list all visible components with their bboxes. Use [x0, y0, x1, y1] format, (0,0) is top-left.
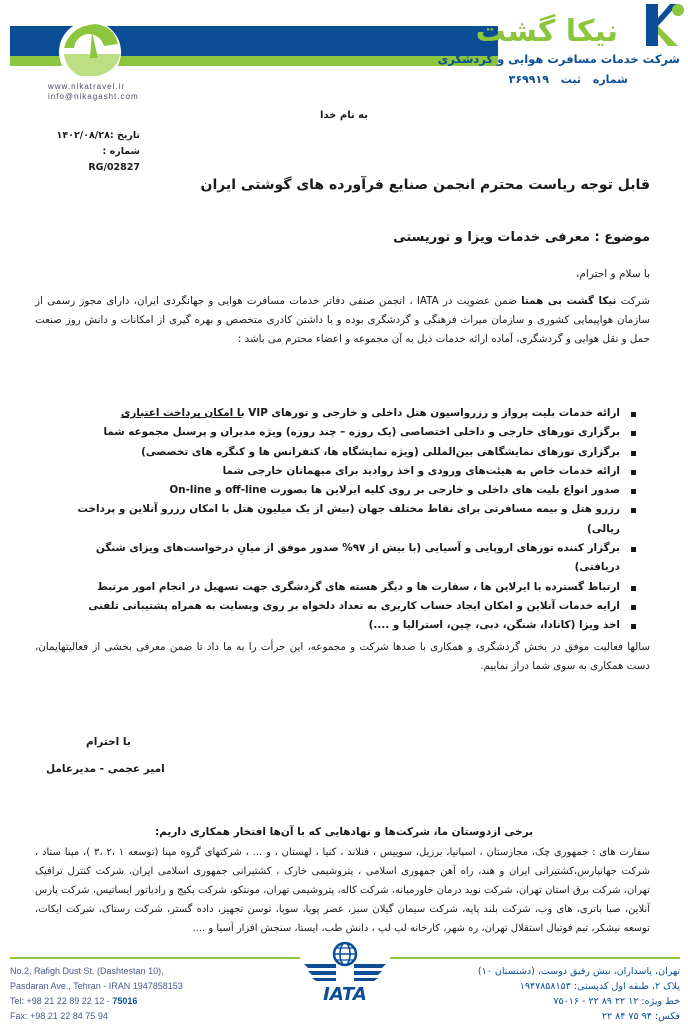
brand-name: نیکا گشت — [475, 14, 618, 49]
invocation: به نام خدا — [319, 110, 369, 121]
company-name: نیکا گشت بی همتا — [521, 295, 617, 307]
footer-divider-left — [10, 957, 300, 959]
globe-logo-icon — [40, 18, 140, 76]
service-item: اخذ ویزا (کانادا، شنگن، دبی، چین، استرالیا و ....) — [58, 616, 638, 635]
website-link[interactable]: www.nikatravel.ir — [48, 82, 126, 91]
service-item: صدور انواع بلیت های داخلی و خارجی بر روی کلیه ایرلاین ها بصورت off-line و On-line — [58, 481, 638, 500]
signer: امیر عجمی - مدیرعامل — [46, 763, 165, 775]
letter-number: شماره : RG/02827 — [88, 146, 140, 173]
service-item: ارتباط گسترده با ایرلاین ها ، سفارت ها و دیگر هسته های گردشگری جهت تسهیل در انجام امور مرتبط — [58, 578, 638, 597]
registration-number: شماره ثبت ۳۶۹۹۱۹ — [508, 73, 628, 86]
footer-divider-right — [390, 957, 680, 959]
email-link[interactable]: info@nikagasht.com — [48, 92, 139, 101]
service-item: برگزار کننده تورهای اروپایی و آسیایی (با بیش از ۹۷% صدور موفق از میانِ درخواست‌های ویزای شنگن دریافتی) — [58, 539, 638, 578]
address-persian: تهران، پاسداران، نبش رفیق دوست، (دشتستان ۱۰) پلاک ۲، طبقه اول کدپستی: ۱۹۴۷۸۵۸۱۵۳ خط ویژه: ۱۲ ۲۲ ۸۹ ۲۲ - ۷۵۰۱۶ فکس: ۹۴ ۷۵ ۸۴ ۲۲ — [477, 966, 680, 1022]
credit-payment-note: با امکان پرداخت اعتباری — [120, 407, 245, 419]
iata-wordmark: IATA — [323, 984, 367, 1002]
contact-web — [48, 82, 139, 102]
intro-prefix: شرکت — [616, 295, 650, 307]
tel-extension: 75016 — [112, 996, 138, 1006]
addressee: قابل توجه ریاست محترم انجمن صنایع فرآورده های گوشتی ایران — [200, 177, 650, 193]
brand-k-logo-icon — [642, 2, 684, 48]
intro-paragraph — [35, 292, 650, 349]
services-list — [58, 404, 638, 636]
address-english: No.2, Rafigh Dust St. (Dashtestan 10), Pasdaran Ave., Tehran - IRAN 1947858153 Tel: +98 21 22 89 22 12 - 75016 Fax: +98 21 22 84 75 94 — [10, 966, 183, 1021]
service-item: برگزاری تورهای نمایشگاهی بین‌المللی (ویژه نمایشگاه ها، کنفرانس ها و کنگره های تخصصی) — [58, 443, 638, 462]
closing-paragraph: سالها فعالیت موفق در بخش گردشگری و همکاری با صدها شرکت و مجموعه، این جرأت را به ما داد تا ضمن معرفی بخشی از فعالیتهایمان، دست همکاری به سوی شما دراز نماییم. — [35, 641, 650, 672]
intro-body: ضمن عضویت در IATA ، انجمن صنفی دفاتر خدمات مسافرت هوایی و جهانگردی ایران، دارای مجوز رسمی از سازمان هواپیمایی کشوری و سازمان میراث فرهنگی و گردشگری بوده و با داشتن کادری متخصص و بهره گیری از امکانات و دانش روز صنعت حمل و نقل هوایی و گردشگری، آماده ارائه خدمات ذیل به آن مجموعه و اعضاء محترم می باشد : — [35, 295, 650, 345]
brand-subtitle: شرکت خدمات مسافرت هوایی و گردشگری — [437, 52, 680, 66]
letter-date: تاریخ :۱۴۰۲/۰۸/۲۸ — [56, 130, 140, 141]
subject: موضوع : معرفی خدمات ویزا و توریستی — [393, 230, 650, 245]
service-item: ارایه خدمات آنلاین و امکان ایجاد حساب کاربری به تعداد دلخواه بر روی وبسایت به همراه پشتیبانی تلفنی — [58, 597, 638, 616]
regards: با احترام — [86, 736, 131, 748]
letter-meta — [48, 128, 140, 176]
greeting: با سلام و احترام، — [576, 268, 650, 280]
service-item: ارائه خدمات بلیت پرواز و رزرواسیون هتل داخلی و خارجی و تورهای VIP با امکان پرداخت اعتباری — [58, 404, 638, 423]
service-item: رزرو هتل و بیمه مسافرتی برای نقاط مختلف جهان (بیش از یک میلیون هتل با امکان رزرو آنلاین و پرداخت ریالی) — [58, 500, 638, 539]
partners-paragraph: سفارت های : جمهوری چک، مجارستان ، اسپانیا، برزیل، سوییس ، فنلاند ، کنیا ، لهستان ، و ... ، شرکتهای گروه مپنا (توسعه ۱ ،۲ ،۳ )، مپنا ستاد ، شرکت جهانپارس،کشتیرانی ایران و هند، راه آهن جمهوری اسلامی ، پتروشیمی خارک ، کشتیرانی جمهوری اسلامی ایران، شرکت کنترل ترافیک تهران، شرکت برق استان تهران، شرکت نوید درمان خاورمیانه، شرکت کاله، پتروشیمی تهران، مونتکو، شرکت پکیج و رادیاتور ایساتیس، شرکت پارس آنلاین، صبا باتری، های وب، شرکت بلند پایه، شرکت سیمان گیلان سبز، عصر پویا، سوپا، توسن تجهیز، داده گستر، شرکت رستاک، شرکت ایکات، توسعه نیشکر، تیم فوتبال استقلال تهران، ره شهر، کارخانه لپ لپ ، دانش طب، ایستا، سنجش افزار آسیا و .... — [35, 847, 651, 934]
service-item: برگزاری تورهای خارجی و داخلی اختصاصی (یک روزه – چند روزه) ویژه مدیران و پرسنل مجموعه شما — [58, 423, 638, 442]
partners-title: برخی ازدوستان ما، شرکت‌ها و نهادهایی که با آن‌ها افتخار همکاری داریم: — [154, 826, 534, 838]
iata-logo-icon — [300, 940, 390, 1002]
service-item: ارائه خدمات خاص به هیئت‌های ورودی و اخذ روادید برای میهمانان خارجی شما — [58, 462, 638, 481]
